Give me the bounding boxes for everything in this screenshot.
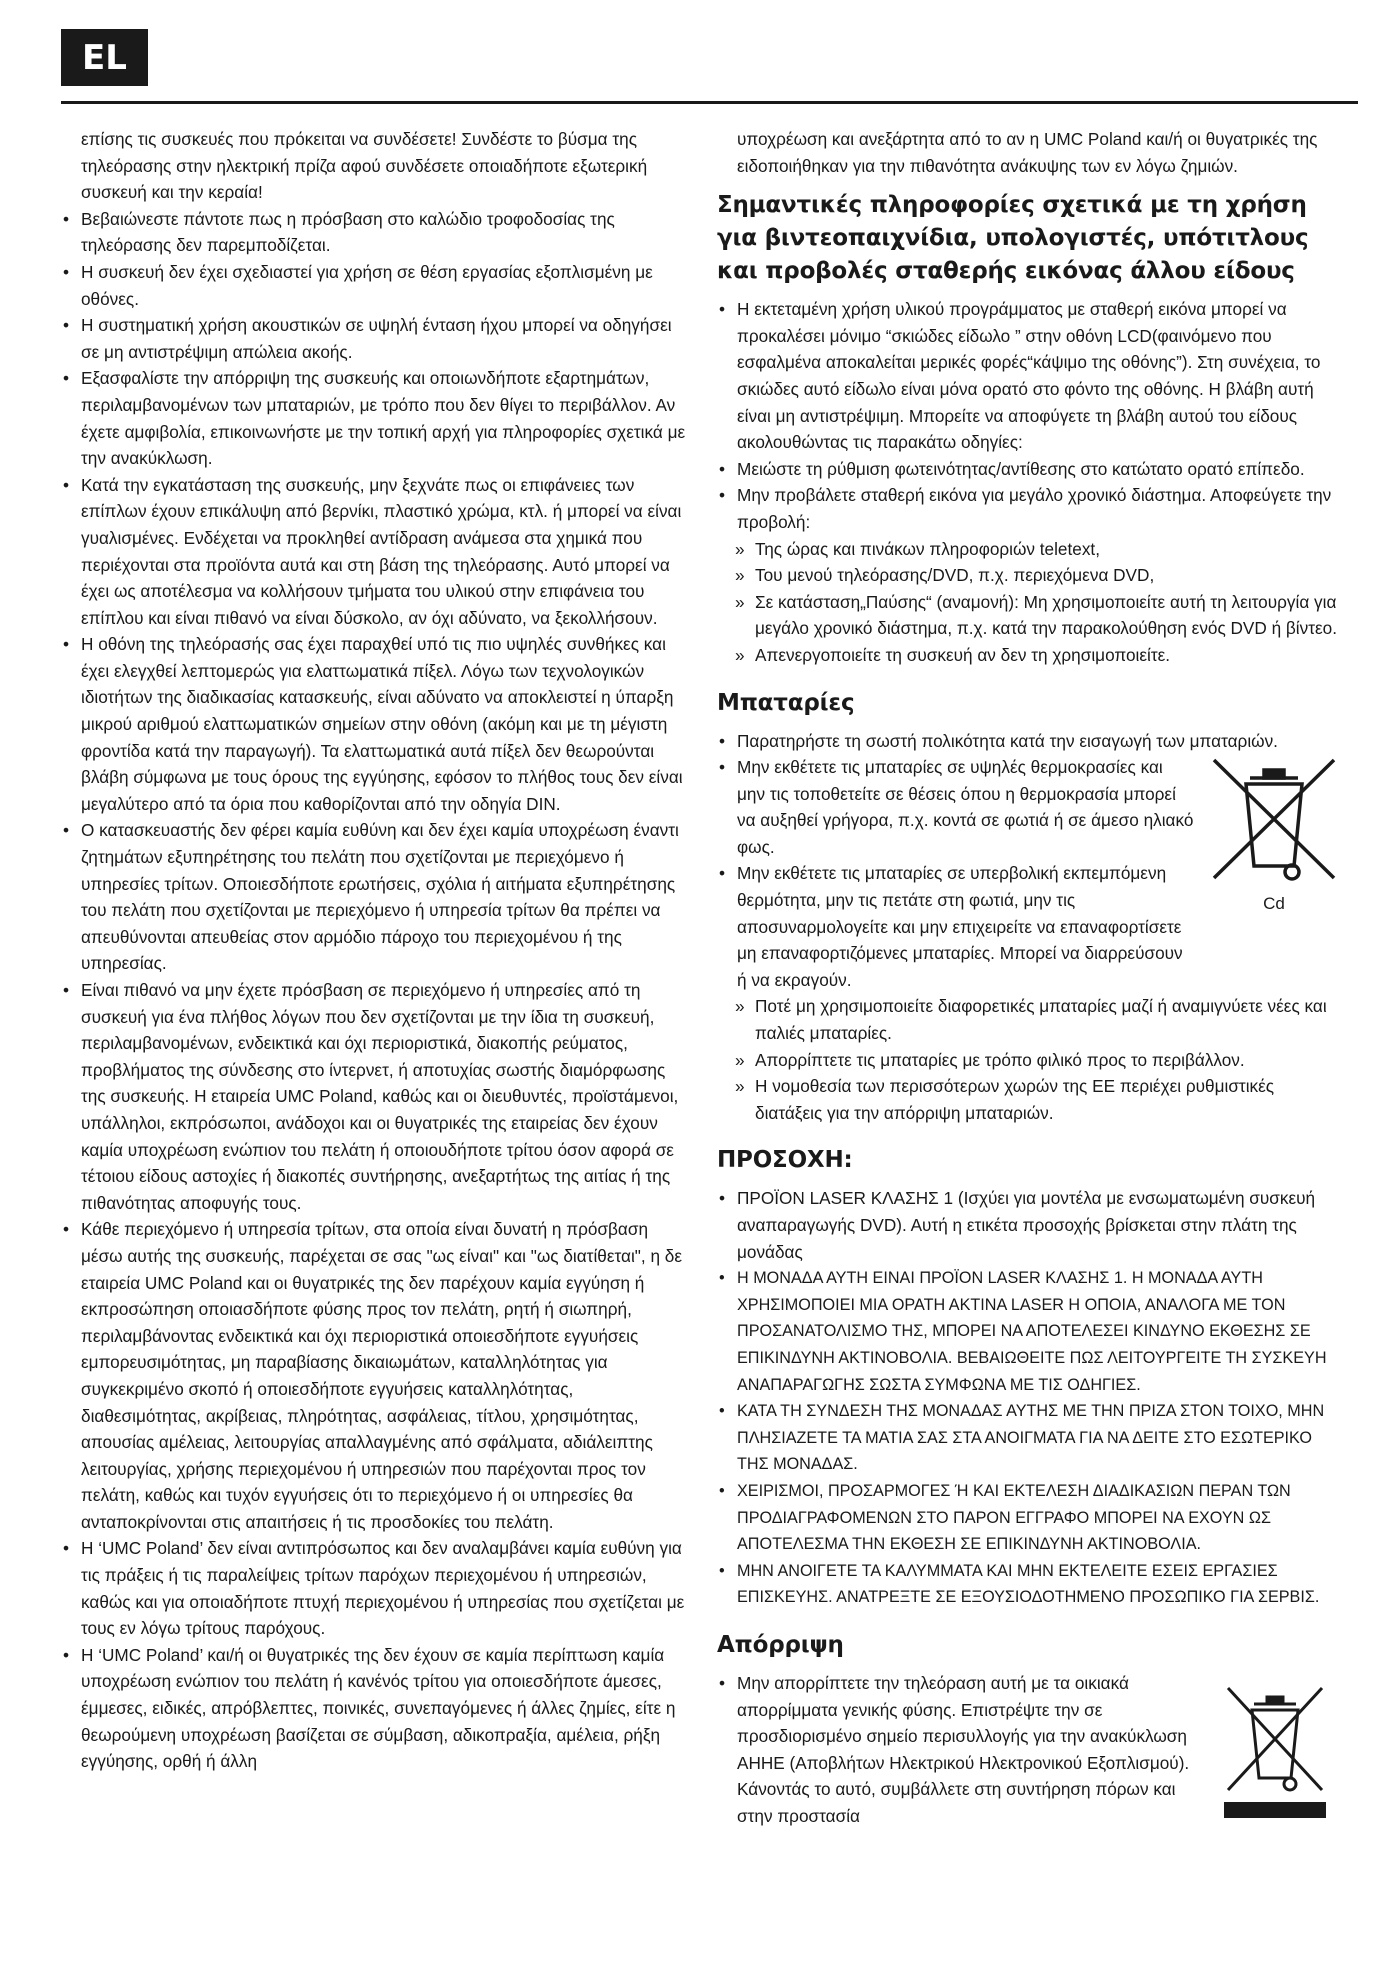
disposal-block [717, 1670, 1344, 1830]
list-item: • Κατά την εγκατάσταση της συσκευής, μην ξεχνάτε πως οι επιφάνειες των επίπλων έχουν επικάλυψη από βερνίκι, πλαστικό χρώμα, κτλ. ή μπορεί να είναι γυαλισμένες. Ενδέχεται να προκληθεί αντίδραση ανάμεσα στα χημικά που περιέχονται στα προϊόντα αυτά και στη βάση της τηλεόρασης. Αυτό μπορεί να έχει ως αποτέλεσμα να κολλήσουν τμήματα του υλικού στην επιφάνεια του επίπλου και είναι πιθανό να είναι δύσκολο, αν όχι αδύνατο, να ξεκολλήσουν. [61, 472, 687, 632]
caution-list [717, 1185, 1344, 1611]
section-heading-disposal: Απόρριψη [717, 1631, 844, 1658]
list-item: • Η οθόνη της τηλεόρασής σας έχει παραχθεί υπό τις πιο υψηλές συνθήκες και έχει ελεγχθεί λεπτομερώς για ελαττωματικά πίξελ. Λόγω των τεχνολογικών ιδιοτήτων της διαδικασίας κατασκευής, είναι αδύνατο να αποκλειστεί η ύπαρξη μικρού αριθμού ελαττωματικών σημείων στην οθόνη (ακόμη και με τη μέγιστη φροντίδα κατά την παραγωγή). Τα ελαττωματικά αυτά πίξελ δεν θεωρούνται βλάβη σύμφωνα με τους όρους της εγγύησης, εφόσον το πλήθος τους δεν είναι μεγαλύτερο από τα όρια που καθορίζονται από την οδηγία DIN. [61, 631, 687, 817]
avoid-sublist [717, 536, 1344, 669]
sub-list-item: » Η νομοθεσία των περισσότερων χωρών της ΕΕ περιέχει ρυθμιστικές διατάξεις για την απόρριψη μπαταριών. [717, 1073, 1344, 1126]
right-column [717, 126, 1344, 1829]
list-item-text: Μην προβάλετε σταθερή εικόνα για μεγάλο χρονικό διάστημα. Αποφεύγετε την προβολή: [737, 485, 1332, 532]
static-image-list [717, 296, 1344, 668]
list-item: • Παρατηρήστε τη σωστή πολικότητα κατά την εισαγωγή των μπαταριών. [717, 728, 1344, 755]
list-item: • Μην εκθέτετε τις μπαταρίες σε υπερβολική εκπεμπόμενη θερμότητα, μην τις πετάτε στη φωτιά, μην τις αποσυναρμολογείτε και μην επιχειρείτε να επαναφορτίσετε μη επαναφορτιζόμενες μπαταρίες. Μπορεί να διαρρεύσουν ή να εκραγούν. [717, 860, 1344, 993]
list-item: • Μην απορρίπτετε την τηλεόραση αυτή με τα οικιακά απορρίμματα γενικής φύσης. Επιστρέψτε την σε προσδιορισμένο σημείο περισυλλογής για την ανακύκλωση ΑΗΗΕ (Αποβλήτων Ηλεκτρικού Ηλεκτρονικού Εξοπλισμού). Κάνοντάς το αυτό, συμβάλλετε στη συντήρηση πόρων και στην προστασία [717, 1670, 1344, 1830]
cadmium-label: Cd [1263, 894, 1285, 914]
list-item: • ΚΑΤΑ ΤΗ ΣΥΝΔΕΣΗ ΤΗΣ ΜΟΝΑΔΑΣ ΑΥΤΗΣ ΜΕ ΤΗΝ ΠΡΙΖΑ ΣΤΟΝ ΤΟΙΧΟ, ΜΗΝ ΠΛΗΣΙΑΖΕΤΕ ΤΑ ΜΑΤΙΑ ΣΑΣ ΣΤΑ ΑΝΟΙΓΜΑΤΑ ΓΙΑ ΝΑ ΔΕΙΤΕ ΣΤΟ ΕΣΩΤΕΡΙΚΟ ΤΗΣ ΜΟΝΑΔΑΣ. [717, 1398, 1344, 1478]
list-item: • Η ‘UMC Poland’ και/ή οι θυγατρικές της δεν έχουν σε καμία περίπτωση καμία υποχρέωση ενώπιον του πελάτη ή κανένός τρίτου για οποιεσδήποτε άμεσες, έμμεσες, ειδικές, απρόβλεπτες, ποινικές, συνεπαγόμενες ή άλλες ζημίες, είτε η θεωρούμενη υποχρέωση βασίζεται σε σύμβαση, αδικοπραξία, αμέλεια, ρήξη εγγύησης, ορθή ή άλλη [61, 1642, 687, 1775]
language-badge: EL [61, 29, 148, 86]
sub-list-item: » Απορρίπτετε τις μπαταρίες με τρόπο φιλικό προς το περιβάλλον. [717, 1047, 1344, 1074]
list-item: • ΜΗΝ ΑΝΟΙΓΕΤΕ ΤΑ ΚΑΛΥΜΜΑΤΑ ΚΑΙ ΜΗΝ ΕΚΤΕΛΕΙΤΕ ΕΣΕΙΣ ΕΡΓΑΣΙΕΣ ΕΠΙΣΚΕΥΗΣ. ΑΝΑΤΡΕΞΤΕ ΣΕ ΕΞΟΥΣΙΟΔΟΤΗΜΕΝΟ ΠΡΟΣΩΠΙΚΟ ΓΙΑ ΣΕΡΒΙΣ. [717, 1558, 1344, 1611]
header-rule [61, 101, 1358, 104]
list-item [717, 482, 1344, 668]
crossed-wheelie-bin-icon [1220, 1678, 1330, 1834]
list-item: • ΠΡΟΪΟΝ LASER ΚΛΑΣΗΣ 1 (Ισχύει για μοντέλα με ενσωματωμένη συσκευή αναπαραγωγής DVD). Αυτή η ετικέτα προσοχής βρίσκεται στην πλάτη της μονάδας [717, 1185, 1344, 1265]
left-intro: επίσης τις συσκευές που πρόκειται να συνδέσετε! Συνδέστε το βύσμα της τηλεόρασης στην ηλεκτρική πρίζα αφού συνδέσετε οποιαδήποτε εξωτερική συσκευή και την κεραία! [81, 129, 648, 203]
list-item: • Είναι πιθανό να μην έχετε πρόσβαση σε περιεχόμενο ή υπηρεσίες από τη συσκευή για ένα πλήθος λόγων που δεν σχετίζονται με την ίδια τη συσκευή, περιλαμβανομένων, ενδεικτικά και όχι περιοριστικά, διακοπής ρεύματος, προβλήματος της σύνδεσης στο ίντερνετ, ή αποτυχίας σωστής διαμόρφωσης της συσκευής. Η εταιρεία UMC Poland, καθώς και οι διευθυντές, προϊστάμενοι, υπάλληλοι, εκπρόσωποι, ανάδοχοι και οι θυγατρικές της εταιρείας δεν έχουν καμία υποχρέωση ενώπιον του πελάτη ή οποιουδήποτε τρίτου όσον αφορά σε τέτοιου είδους αστοχίες ή διακοπές συντήρησης, ανεξαρτήτως της αιτίας ή της πιθανότητας αποφυγής τους. [61, 977, 687, 1216]
batteries-block [717, 728, 1344, 994]
sub-list-item: » Ποτέ μη χρησιμοποιείτε διαφορετικές μπαταρίες μαζί ή αναμιγνύετε νέες και παλιές μπαταρίες. [717, 993, 1344, 1046]
section-heading-batteries: Μπαταρίες [717, 689, 855, 716]
left-bullet-list [61, 206, 687, 1775]
right-intro: υποχρέωση και ανεξάρτητα από το αν η UMC Poland και/ή οι θυγατρικές της ειδοποιήθηκαν για την πιθανότητα ανάκυψης των εν λόγω ζημιών. [737, 129, 1318, 176]
left-column [61, 126, 687, 1775]
list-item: • Εξασφαλίστε την απόρριψη της συσκευής και οποιωνδήποτε εξαρτημάτων, περιλαμβανομένων των μπαταριών, με τρόπο που δεν θίγει το περιβάλλον. Αν έχετε αμφιβολία, επικοινωνήστε με την τοπική αρχή για πληροφορίες σχετικά με την ανακύκλωση. [61, 365, 687, 471]
list-item: • Μην εκθέτετε τις μπαταρίες σε υψηλές θερμοκρασίες και μην τις τοποθετείτε σε θέσεις όπου η θερμοκρασία μπορεί να αυξηθεί γρήγορα, π.χ. κοντά σε φωτιά ή σε άμεσο ηλιακό φως. [717, 754, 1344, 860]
list-item: • Κάθε περιεχόμενο ή υπηρεσία τρίτων, στα οποία είναι δυνατή η πρόσβαση μέσω αυτής της συσκευής, παρέχεται σε σας "ως είναι" και "ως διατίθεται", η δε εταιρεία UMC Poland και οι θυγατρικές της δεν παρέχουν καμία εγγύηση ή εκπροσώπηση οποιασδήποτε φύσης προς τον πελάτη, ρητή ή σιωπηρή, περιλαμβάνοντας ενδεικτικά και όχι περιοριστικά οποιεσδήποτε εγγυήσεις εμπορευσιμότητας, μη παραβίασης δικαιωμάτων, καταλληλότητας για συγκεκριμένο σκοπό ή οποιεσδήποτε εγγυήσεις καταλληλότητας, διαθεσιμότητας, ακρίβειας, πληρότητας, ασφάλειας, τίτλου, χρησιμότητας, απουσίας αμέλειας, λειτουργίας απαλλαγμένης από σφάλματα, αδιάλειπτης λειτουργίας, χρήσης περιεχομένου ή υπηρεσιών που παρέχονται προς τον πελάτη, καθώς και τυχόν εγγυήσεις ότι το περιεχόμενο ή οι υπηρεσίες θα ανταποκρίνονται στις απαιτήσεις ή τις προσδοκίες του πελάτη. [61, 1216, 687, 1535]
section-heading-static-images: Σημαντικές πληροφορίες σχετικά με τη χρήση για βιντεοπαιχνίδια, υπολογιστές, υπότιτλους και προβολές σταθερής εικόνας άλλου είδους [717, 192, 1309, 285]
list-item: • Η συσκευή δεν έχει σχεδιαστεί για χρήση σε θέση εργασίας εξοπλισμένη με οθόνες. [61, 259, 687, 312]
list-item: • Η ΜΟΝΑΔΑ ΑΥΤΗ ΕΙΝΑΙ ΠΡΟΪΟΝ LASER ΚΛΑΣΗΣ 1. Η ΜΟΝΑΔΑ ΑΥΤΗ ΧΡΗΣΙΜΟΠΟΙΕΙ ΜΙΑ ΟΡΑΤΗ ΑΚΤΙΝΑ LASER Η ΟΠΟΙΑ, ΑΝΑΛΟΓΑ ΜΕ ΤΟΝ ΠΡΟΣΑΝΑΤΟΛΙΣΜΟ ΤΗΣ, ΜΠΟΡΕΙ ΝΑ ΑΠΟΤΕΛΕΣΕΙ ΚΙΝΔΥΝΟ ΕΚΘΕΣΗΣ ΣΕ ΕΠΙΚΙΝΔΥΝΗ ΑΚΤΙΝΟΒΟΛΙΑ. ΒΕΒΑΙΩΘΕΙΤΕ ΠΩΣ ΛΕΙΤΟΥΡΓΕΙΤΕ ΤΗ ΣΥΣΚΕΥΗ ΑΝΑΠΑΡΑΓΩΓΗΣ ΣΩΣΤΑ ΣΥΜΦΩΝΑ ΜΕ ΤΙΣ ΟΔΗΓΙΕΣ. [717, 1265, 1344, 1398]
list-item: • Βεβαιώνεστε πάντοτε πως η πρόσβαση στο καλώδιο τροφοδοσίας της τηλεόρασης δεν παρεμποδίζεται. [61, 206, 687, 259]
sub-list-item: » Απενεργοποιείτε τη συσκευή αν δεν τη χρησιμοποιείτε. [717, 642, 1344, 669]
list-item: • ΧΕΙΡΙΣΜΟΙ, ΠΡΟΣΑΡΜΟΓΕΣ Ή ΚΑΙ ΕΚΤΕΛΕΣΗ ΔΙΑΔΙΚΑΣΙΩΝ ΠΕΡΑΝ ΤΩΝ ΠΡΟΔΙΑΓΡΑΦΟΜΕΝΩΝ ΣΤΟ ΠΑΡΟΝ ΕΓΓΡΑΦΟ ΜΠΟΡΕΙ ΝΑ ΕΧΟΥΝ ΩΣ ΑΠΟΤΕΛΕΣΜΑ ΤΗΝ ΕΚΘΕΣΗ ΣΕ ΕΠΙΚΙΝΔΥΝΗ ΑΚΤΙΝΟΒΟΛΙΑ. [717, 1478, 1344, 1558]
sub-list-item: » Της ώρας και πινάκων πληροφοριών teletext, [717, 536, 1344, 563]
sub-list-item: » Σε κατάσταση„Παύσης“ (αναμονή): Μη χρησιμοποιείτε αυτή τη λειτουργία για μεγάλο χρονικό διάστημα, π.χ. κατά την παρακολούθηση ενός DVD ή βίντεο. [717, 589, 1344, 642]
sub-list-item: » Του μενού τηλεόρασης/DVD, π.χ. περιεχόμενα DVD, [717, 562, 1344, 589]
list-item: • Η εκτεταμένη χρήση υλικού προγράμματος με σταθερή εικόνα μπορεί να προκαλέσει μόνιμο “σκιώδες είδωλο ” στην οθόνη LCD(φαινόμενο που εσφαλμένα αποκαλείται μερικές φορές“κάψιμο της οθόνης”). Στη συνέχεια, το σκιώδες αυτό είδωλο είναι μόνα ορατό στο φόντο της οθόνης. Η βλάβη αυτή είναι μη αντιστρέψιμη. Μπορείτε να αποφύγετε τη βλάβη αυτού του είδους ακολουθώντας τις παρακάτω οδηγίες: [717, 296, 1344, 456]
list-item: • Μειώστε τη ρύθμιση φωτεινότητας/αντίθεσης στο κατώτατο ορατό επίπεδο. [717, 456, 1344, 483]
list-item: • Ο κατασκευαστής δεν φέρει καμία ευθύνη και δεν έχει καμία υποχρέωση έναντι ζητημάτων εξυπηρέτησης του πελάτη που σχετίζονται με περιεχόμενο ή υπηρεσίες τρίτων. Οποιεσδήποτε ερωτήσεις, σχόλια ή αιτήματα εξυπηρέτησης του πελάτη που σχετίζονται με περιεχόμενο ή υπηρεσία τρίτων θα πρέπει να απευθύνονται απευθείας στον αρμόδιο πάροχο του περιεχομένου ή της υπηρεσίας. [61, 817, 687, 977]
list-item: • Η συστηματική χρήση ακουστικών σε υψηλή ένταση ήχου μπορεί να οδηγήσει σε μη αντιστρέψιμη απώλεια ακοής. [61, 312, 687, 365]
list-item: • Η ‘UMC Poland’ δεν είναι αντιπρόσωπος και δεν αναλαμβάνει καμία ευθύνη για τις πράξεις ή τις παραλείψεις τρίτων παρόχων περιεχομένου ή υπηρεσιών, καθώς και για οποιαδήποτε πτυχή περιεχομένου ή υπηρεσίας που σχετίζεται με τους εν λόγω τρίτους παρόχους. [61, 1535, 687, 1641]
crossed-wheelie-bin-icon [1204, 746, 1344, 912]
batteries-sublist [717, 993, 1344, 1126]
section-heading-caution: ΠΡΟΣΟΧΗ: [717, 1147, 853, 1174]
